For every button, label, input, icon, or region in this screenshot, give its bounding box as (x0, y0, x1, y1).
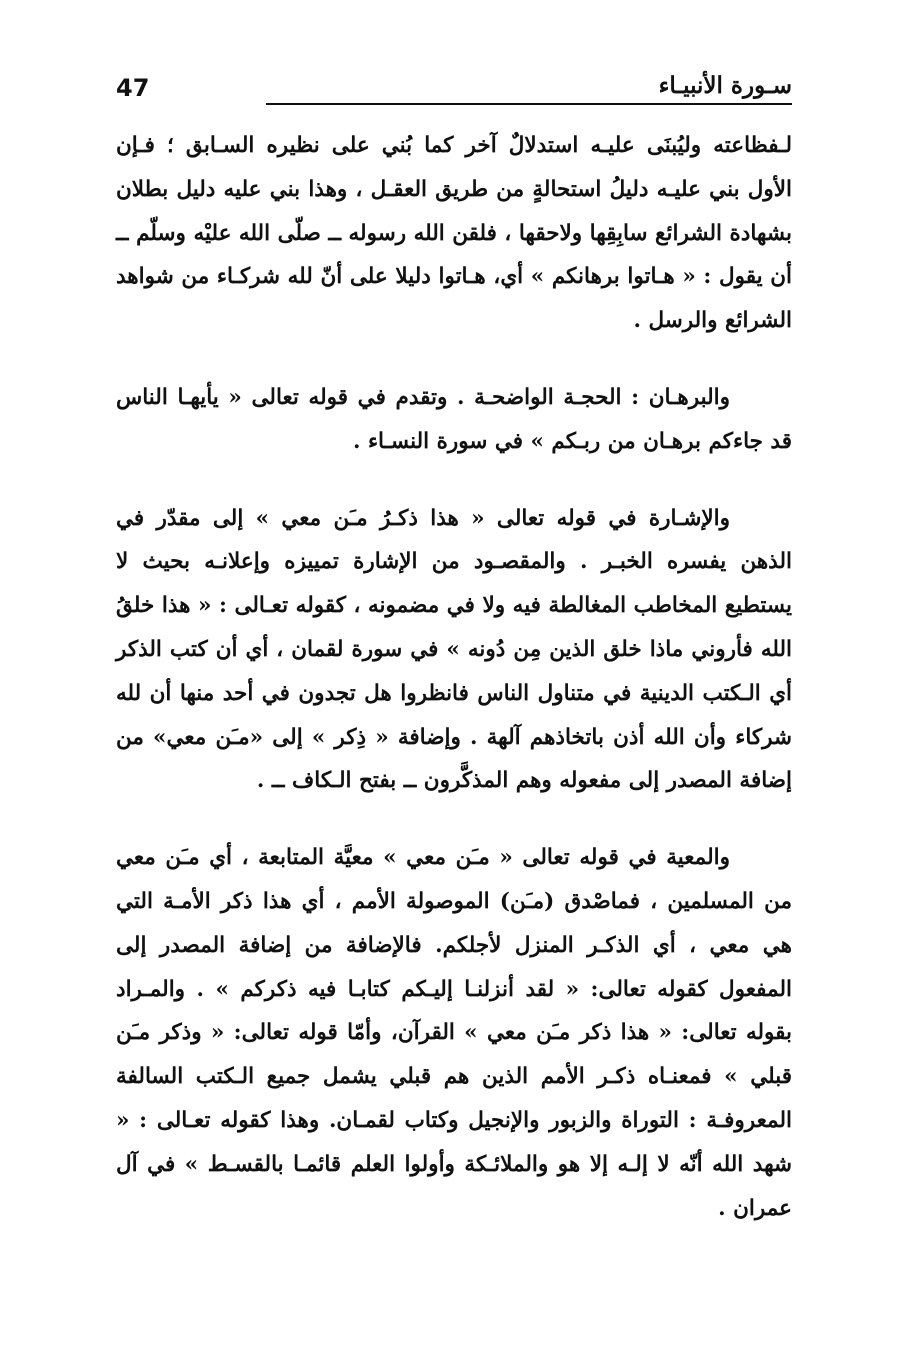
paragraph-3: والإشـارة في قوله تعالى « هذا ذكـرُ مـَن معي » إلى مقدّر في الذهن يفسره الخبـر . والمقصـود من الإشارة تمييزه وإعلانـه بحيث لا يستطيع المخاطب المغالطة فيه ولا في مضمونه ، كقوله تعـالى : « هذا خلقُ الله فأروني ماذا خلق الذين مِن دُونه » في سورة لقمان ، أي أن كتب الذكر أي الـكتب الدينية في متناول الناس فانظروا هل تجدون في أحد منها أن لله شركاء وأن الله أذن باتخاذهم آلهة . وإضافة « ذِكر » إلى «مـَن معي» من إضافة المصدر إلى مفعوله وهم المذكَّرون ــ بفتح الـكاف ــ . (116, 505, 792, 794)
paragraph-2: والبرهـان : الحجـة الواضحـة . وتقدم في قوله تعالى « يأيهـا الناس قد جاءكم برهـان من ربـكم » في سورة النسـاء . (116, 384, 792, 454)
paragraph-1: لـفظاعته وليُبنَى عليـه استدلالٌ آخر كما بُني على نظيره السـابق ؛ فـإن الأول بني عليـه دليلُ استحالةٍ من طريق العقـل ، وهذا بني عليه دليل بطلان بشهادة الشرائع سابِقِها ولاحقها ، فلقن الله رسوله ــ صلّى الله عليْه وسلّم ــ أن يقول : « هـاتوا برهانكم » أي، هـاتوا دليلا على أنّ لله شركـاء من شواهد الشرائع والرسل . (116, 133, 792, 334)
paragraph-4: والمعية في قوله تعالى « مـَن معي » معيَّة المتابعة ، أي مـَن معي من المسلمين ، فماصْدق (مـَن) الموصولة الأمم ، أي هذا ذكر الأمـة التي هي معي ، أي الذكـر المنزل لأجلكم. فالإضافة من إضافة المصدر إلى المفعول كقوله تعالى: « لقد أنزلنـا إليـكم كتابـا فيه ذكركم » . والمـراد بقوله تعالى: « هذا ذكر مـَن معي » القرآن، وأمّا قوله تعالى: « وذكر مـَن قبلي » فمعنـاه ذكـر الأمم الذين هم قبلي يشمل جميع الـكتب السالفة المعروفـة : التوراة والزبور والإنجيل وكتاب لقمـان. وهذا كقوله تعـالى : « شهد الله أنّه لا إلـه إلا هو والملائـكة وأولوا العلم قائمـا بالقسـط » في آل عمران . (116, 845, 792, 1221)
running-title: سـورة الأنبيـاء (658, 72, 792, 99)
body-text (116, 124, 792, 1263)
page-number: 47 (116, 74, 150, 102)
page-header (116, 72, 792, 106)
header-rule (266, 103, 792, 105)
